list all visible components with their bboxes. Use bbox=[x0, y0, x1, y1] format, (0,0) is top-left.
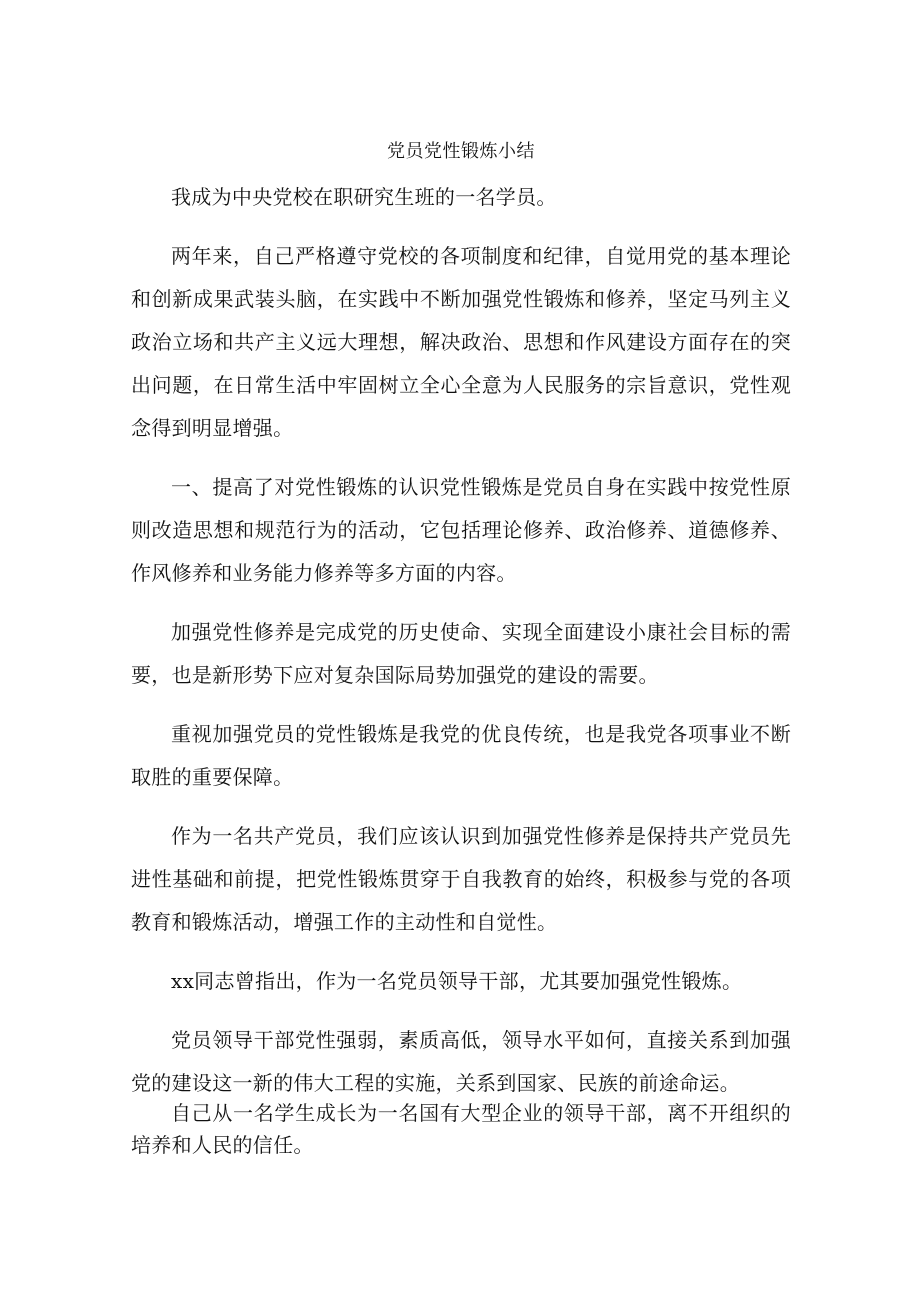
paragraph-8: 党员领导干部党性强弱，素质高低，领导水平如何，直接关系到加强党的建设这一新的伟大工程的实施，关系到国家、民族的前途命运。 bbox=[131, 1028, 791, 1095]
paragraph-2: 两年来，自己严格遵守党校的各项制度和纪律，自觉用党的基本理论和创新成果武装头脑，在实践中不断加强党性锻炼和修养，坚定马列主义政治立场和共产主义远大理想，解决政治、思想和作风建设方面存在的突出问题，在日常生活中牢固树立全心全意为人民服务的宗旨意识，党性观念得到明显增强。 bbox=[131, 244, 791, 440]
document-body bbox=[131, 134, 791, 1177]
paragraph-6: 作为一名共产党员，我们应该认识到加强党性修养是保持共产党员先进性基础和前提，把党性锻炼贯穿于自我教育的始终，积极参与党的各项教育和锻炼活动，增强工作的主动性和自觉性。 bbox=[131, 824, 791, 934]
paragraph-7: xx同志曾指出，作为一名党员领导干部，尤其要加强党性锻炼。 bbox=[171, 969, 743, 993]
paragraph-4: 加强党性修养是完成党的历史使命、实现全面建设小康社会目标的需要，也是新形势下应对复杂国际局势加强党的建设的需要。 bbox=[131, 620, 791, 687]
paragraph-1: 我成为中央党校在职研究生班的一名学员。 bbox=[171, 185, 557, 209]
document-title: 党员党性锻炼小结 bbox=[387, 141, 535, 162]
paragraph-9: 自己从一名学生成长为一名国有大型企业的领导干部，离不开组织的培养和人民的信任。 bbox=[131, 1101, 791, 1157]
paragraph-5: 重视加强党员的党性锻炼是我党的优良传统，也是我党各项事业不断取胜的重要保障。 bbox=[131, 722, 791, 789]
paragraph-3: 一、提高了对党性锻炼的认识党性锻炼是党员自身在实践中按党性原则改造思想和规范行为的活动，它包括理论修养、政治修养、道德修养、作风修养和业务能力修养等多方面的内容。 bbox=[131, 475, 791, 585]
